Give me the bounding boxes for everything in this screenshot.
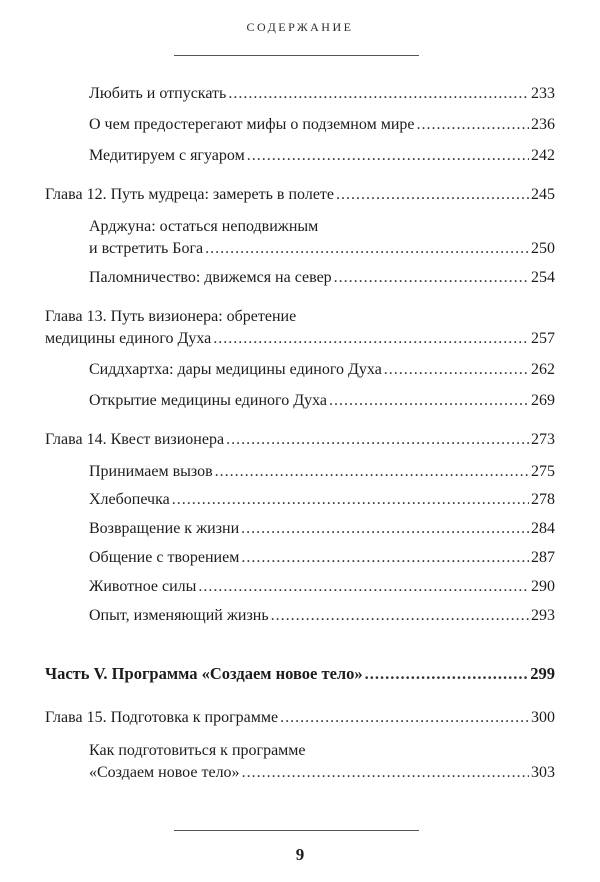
toc-chapter-entry[interactable] bbox=[45, 707, 555, 729]
leader-dots bbox=[226, 429, 529, 451]
toc-chapter-entry[interactable] bbox=[45, 429, 555, 451]
toc-entry-title: Животное силы bbox=[89, 578, 197, 595]
toc-entry-title: Возвращение к жизни bbox=[89, 520, 240, 537]
leader-dots bbox=[365, 663, 529, 685]
toc-page-number: 269 bbox=[531, 392, 555, 409]
leader-dots bbox=[280, 707, 529, 729]
page-header-title: СОДЕРЖАНИЕ bbox=[246, 20, 354, 34]
toc-entry-title: Медитируем с ягуаром bbox=[89, 147, 245, 164]
toc-entry-title: Глава 15. Подготовка к программе bbox=[45, 709, 279, 726]
toc-entry[interactable] bbox=[89, 216, 555, 260]
toc-chapter-entry[interactable] bbox=[45, 184, 555, 206]
leader-dots bbox=[334, 267, 529, 289]
leader-dots bbox=[416, 114, 529, 136]
toc-page-number: 262 bbox=[531, 361, 555, 378]
toc-page-number: 303 bbox=[531, 764, 555, 781]
leader-dots bbox=[336, 184, 529, 206]
toc-entry-title: Глава 12. Путь мудреца: замереть в полете bbox=[45, 186, 335, 203]
toc-entry-title: Как подготовиться к программе bbox=[89, 742, 306, 759]
leader-dots bbox=[205, 238, 529, 260]
toc-page-number: 290 bbox=[531, 578, 555, 595]
toc-entry-title: Открытие медицины единого Духа bbox=[89, 392, 328, 409]
leader-dots bbox=[241, 518, 529, 540]
leader-dots bbox=[215, 461, 529, 483]
toc-page-number: 250 bbox=[531, 240, 555, 257]
toc-entry-title-cont: «Создаем новое тело» bbox=[89, 764, 240, 781]
toc-entry[interactable] bbox=[89, 114, 555, 136]
toc-entry[interactable] bbox=[89, 145, 555, 167]
toc-page-number: 293 bbox=[531, 607, 555, 624]
leader-dots bbox=[271, 605, 529, 627]
leader-dots bbox=[241, 547, 529, 569]
toc-entry[interactable] bbox=[89, 489, 555, 511]
toc-page-number: 242 bbox=[531, 147, 555, 164]
toc-page-number: 236 bbox=[531, 116, 555, 133]
toc-entry-title: О чем предостерегают мифы о подземном мире bbox=[89, 116, 415, 133]
toc-entry[interactable] bbox=[89, 518, 555, 540]
toc-page-number: 287 bbox=[531, 549, 555, 566]
leader-dots bbox=[329, 390, 529, 412]
leader-dots bbox=[247, 145, 529, 167]
toc-entry-title: Опыт, изменяющий жизнь bbox=[89, 607, 269, 624]
toc-page-number: 299 bbox=[530, 664, 555, 683]
toc-page-number: 284 bbox=[531, 520, 555, 537]
toc-page-number: 278 bbox=[531, 491, 555, 508]
toc-entry[interactable] bbox=[89, 83, 555, 105]
toc-part-entry[interactable] bbox=[45, 663, 555, 685]
toc-page-number: 233 bbox=[531, 85, 555, 102]
header-divider bbox=[174, 55, 419, 56]
toc-entry-title: Сиддхартха: дары медицины единого Духа bbox=[89, 361, 382, 378]
leader-dots bbox=[198, 576, 529, 598]
toc-entry-title: Паломничество: движемся на север bbox=[89, 269, 332, 286]
toc-entry[interactable] bbox=[89, 605, 555, 627]
toc-page-number: 273 bbox=[531, 431, 555, 448]
toc-entry[interactable] bbox=[89, 576, 555, 598]
toc-entry-title: Хлебопечка bbox=[89, 491, 170, 508]
toc-entry-title: Арджуна: остаться неподвижным bbox=[89, 218, 319, 235]
leader-dots bbox=[384, 359, 529, 381]
leader-dots bbox=[213, 328, 529, 350]
toc-page-number: 275 bbox=[531, 463, 555, 480]
footer-divider bbox=[174, 830, 419, 831]
leader-dots bbox=[228, 83, 529, 105]
toc-entry[interactable] bbox=[89, 359, 555, 381]
toc-entry-title-cont: и встретить Бога bbox=[89, 240, 204, 257]
toc-chapter-entry[interactable] bbox=[45, 306, 555, 350]
toc-page-number: 245 bbox=[531, 186, 555, 203]
toc-page-number: 300 bbox=[531, 709, 555, 726]
toc-entry-title-cont: медицины единого Духа bbox=[45, 330, 212, 347]
toc-entry[interactable] bbox=[89, 740, 555, 784]
toc-page-number: 257 bbox=[531, 330, 555, 347]
toc-page-number: 254 bbox=[531, 269, 555, 286]
toc-entry-title: Любить и отпускать bbox=[89, 85, 227, 102]
toc-entry[interactable] bbox=[89, 461, 555, 483]
toc-entry[interactable] bbox=[89, 267, 555, 289]
toc-entry-title: Принимаем вызов bbox=[89, 463, 213, 480]
toc-entry-title: Общение с творением bbox=[89, 549, 240, 566]
toc-entry-title: Глава 14. Квест визионера bbox=[45, 431, 225, 448]
leader-dots bbox=[172, 489, 529, 511]
leader-dots bbox=[242, 762, 529, 784]
toc-entry[interactable] bbox=[89, 547, 555, 569]
page-number: 9 bbox=[295, 845, 305, 864]
toc-entry-title: Часть V. Программа «Создаем новое тело» bbox=[45, 664, 363, 683]
toc-entry[interactable] bbox=[89, 390, 555, 412]
toc-entry-title: Глава 13. Путь визионера: обретение bbox=[45, 308, 297, 325]
